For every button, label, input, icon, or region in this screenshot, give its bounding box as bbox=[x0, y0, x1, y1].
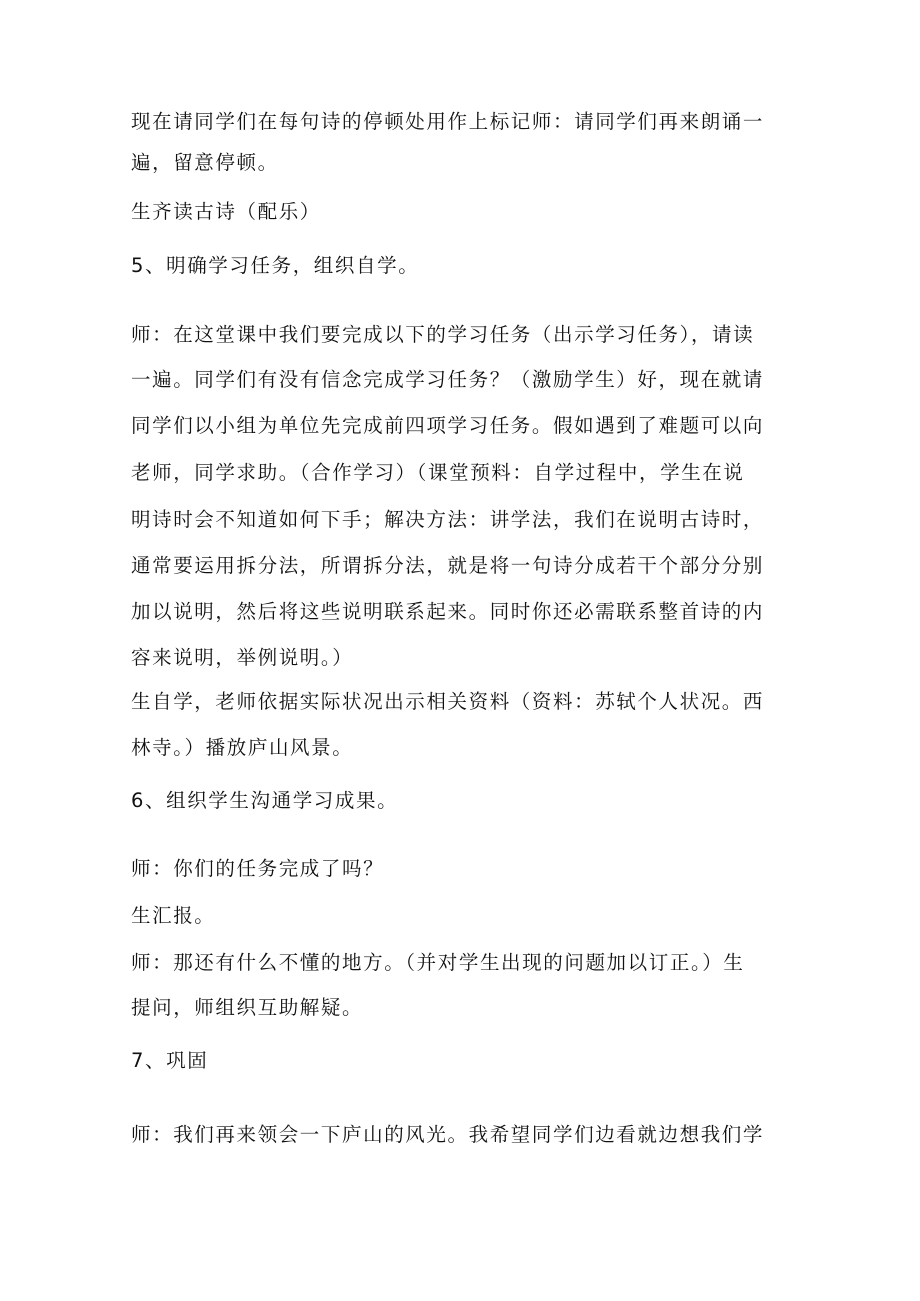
text-line-3: 生齐读古诗（配乐） bbox=[131, 200, 321, 223]
section-heading-6: 6、组织学生沟通学习成果。 bbox=[131, 789, 399, 812]
text-line-8: 老师，同学求助。（合作学习）（课堂预料：自学过程中，学生在说 bbox=[131, 461, 745, 484]
text-line-17: 生汇报。 bbox=[131, 904, 216, 927]
section-heading-7: 7、巩固 bbox=[131, 1049, 209, 1072]
text-line-21: 师：我们再来领会一下庐山的风光。我希望同学们边看就边想我们学 bbox=[131, 1123, 765, 1146]
text-line-7: 同学们以小组为单位先完成前四项学习任务。假如遇到了难题可以向 bbox=[131, 414, 765, 437]
text-line-14: 林寺。）播放庐山风景。 bbox=[131, 736, 354, 759]
text-line-6: 一遍。同学们有没有信念完成学习任务？（激励学生）好，现在就请 bbox=[131, 368, 765, 391]
text-line-12: 容来说明，举例说明。） bbox=[131, 646, 354, 669]
text-line-13: 生自学，老师依据实际状况出示相关资料（资料：苏轼个人状况。西 bbox=[131, 690, 765, 713]
text-line-11: 加以说明，然后将这些说明联系起来。同时你还必需联系整首诗的内 bbox=[131, 600, 765, 623]
text-line-2: 遍，留意停顿。 bbox=[131, 151, 279, 174]
text-line-5: 师：在这堂课中我们要完成以下的学习任务（出示学习任务），请读 bbox=[131, 323, 755, 346]
section-heading-5: 5、明确学习任务，组织自学。 bbox=[131, 254, 420, 277]
text-line-9: 明诗时会不知道如何下手；解决方法：讲学法，我们在说明古诗时， bbox=[131, 508, 765, 531]
text-line-1: 现在请同学们在每句诗的停顿处用作上标记师：请同学们再来朗诵一 bbox=[131, 110, 765, 133]
text-line-10: 通常要运用拆分法，所谓拆分法，就是将一句诗分成若干个部分分别 bbox=[131, 554, 765, 577]
text-line-19: 提问，师组织互助解疑。 bbox=[131, 996, 364, 1019]
text-line-16: 师：你们的任务完成了吗？ bbox=[131, 857, 385, 880]
text-line-18: 师：那还有什么不懂的地方。（并对学生出现的问题加以订正。）生 bbox=[131, 951, 745, 974]
